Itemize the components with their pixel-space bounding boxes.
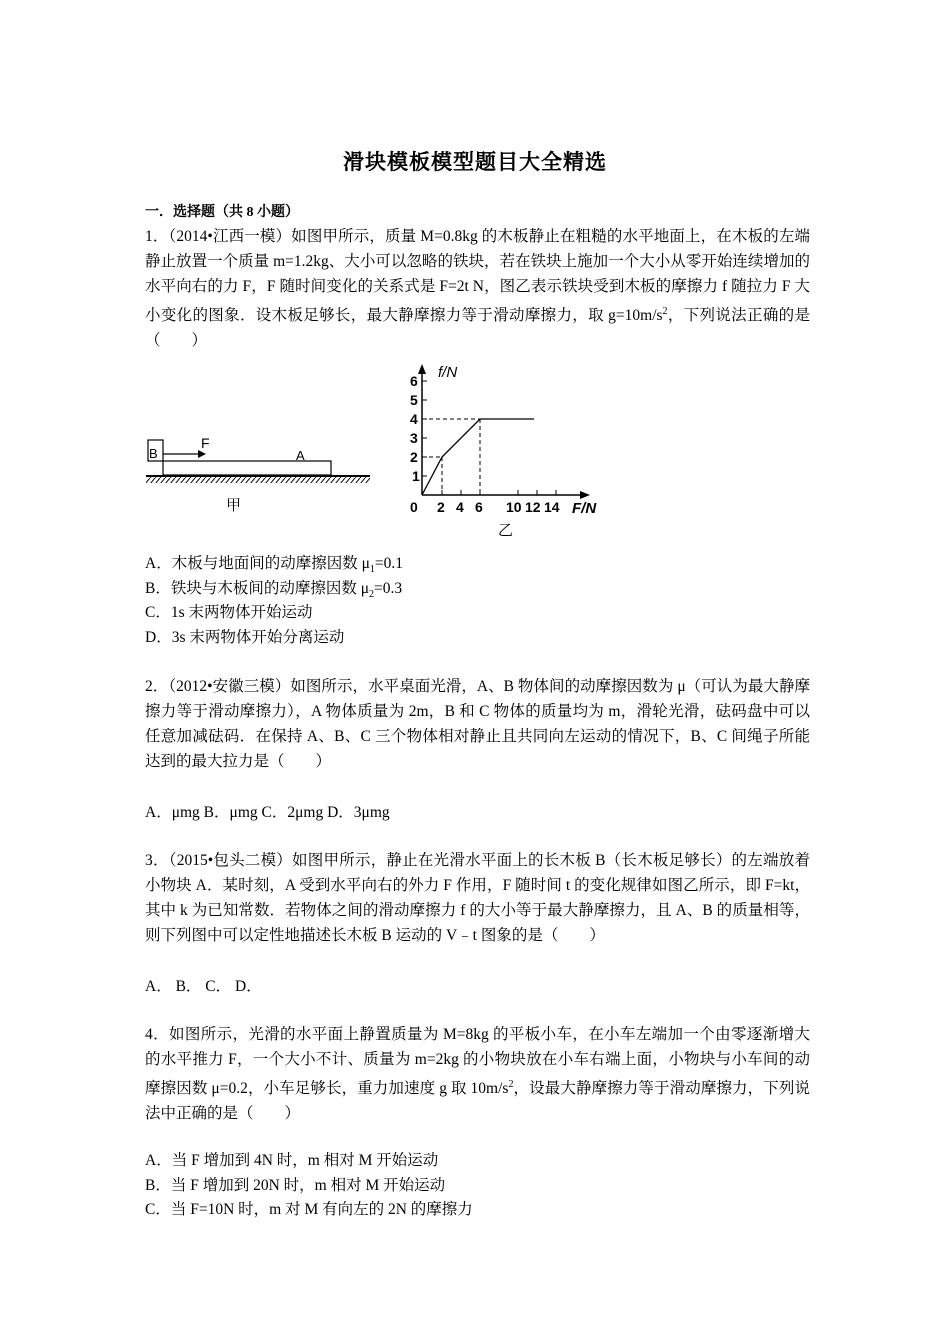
y-tick-6: 6	[410, 373, 418, 389]
q1-option-d: D．3s 末两物体开始分离运动	[145, 629, 345, 646]
q1-option-c: C．1s 末两物体开始运动	[145, 604, 313, 621]
x-tick-4: 4	[456, 499, 464, 515]
q1-figure-a	[140, 430, 380, 520]
question-4-text: 4．如图所示，光滑的水平面上静置质量为 M=8kg 的平板小车，在小车左端加一个由零逐渐增大的水平推力 F，一个大小不计、质量为 m=2kg 的小物块放在小车右端上面，小物块与小车间的动摩擦因数 μ=0.2，小车足够长，重力加速度 g 取 $10m/s^2$，设最大静摩擦力等于滑动摩擦力，下列说法中正确的是（ ）	[145, 1026, 810, 1123]
graph-y-label: f/N	[438, 364, 458, 381]
question-2-text: 2．（2012•安徽三模）如图所示，水平桌面光滑，A、B 物体间的动摩擦因数为 μ（可认为最大静摩擦力等于滑动摩擦力），A 物体质量为 2m，B 和 C 物体的质量均为 m，滑轮光滑，砝码盘中可以任意加减砝码．在保持 A、B、C 三个物体相对静止且共同向左运动的情况下，B、C 间绳子所能达到的最大拉力是（ ）	[145, 678, 810, 770]
force-f-label: F	[201, 435, 210, 451]
page-title: 滑块模板模型题目大全精选	[343, 150, 607, 174]
q1-option-a: A．木板与地面间的动摩擦因数 $\mu_1=0.1$	[145, 555, 404, 576]
figure-a-caption: 甲	[226, 497, 242, 514]
q2-options: A．μmg B．μmg C．2μmg D．3μmg	[145, 804, 390, 821]
q4-option-a: A．当 F 增加到 4N 时，m 相对 M 开始运动	[145, 1152, 439, 1169]
q1-option-b: B．铁块与木板间的动摩擦因数 $\mu_2=0.3$	[145, 580, 403, 601]
question-3-text: 3．（2015•包头二模）如图甲所示，静止在光滑水平面上的长木板 B（长木板足够长）的左端放着小物块 A．某时刻，A 受到水平向右的外力 F 作用，F 随时间 t 的变化规律如图乙所示，即 F=kt，其中 k 为已知常数．若物体之间的滑动摩擦力 f 的大小等于最大静摩擦力，且 A、B 的质量相等，则下列图中可以定性地描述长木板 B 运动的 V﹣t 图象的是（ ）	[145, 852, 810, 944]
question-1-text: 1．（2014•江西一模）如图甲所示，质量 M=0.8kg 的木板静止在粗糙的水平地面上，在木板的左端静止放置一个质量 m=1.2kg、大小可以忽略的铁块，若在铁块上施加一个大小从零开始连续增加的水平向右的力 F，F 随时间变化的关系式是 F=2t N，图乙表示铁块受到木板的摩擦力 f 随拉力 F 大小变化的图象．设木板足够长，最大静摩擦力等于滑动摩擦力，取 $g=10m/s^2$，下列说法正确的是（ ）	[145, 228, 810, 350]
x-tick-6: 6	[475, 499, 483, 515]
x-tick-2: 2	[437, 499, 445, 515]
board-a-label: A	[296, 448, 305, 463]
x-tick-0: 0	[410, 499, 418, 515]
section-heading: 一．选择题（共 8 小题）	[145, 205, 299, 220]
q1-figure-b-graph	[400, 360, 615, 540]
y-tick-1: 1	[412, 468, 420, 484]
x-tick-10: 10	[506, 499, 522, 515]
q4-option-b: B．当 F 增加到 20N 时，m 相对 M 开始运动	[145, 1177, 446, 1194]
q4-option-c: C．当 F=10N 时，m 对 M 有向左的 2N 的摩擦力	[145, 1201, 473, 1218]
q3-options: A． B． C． D．	[145, 978, 262, 995]
figure-b-caption: 乙	[498, 522, 514, 539]
y-tick-3: 3	[410, 430, 418, 446]
y-tick-2: 2	[410, 449, 418, 465]
x-tick-14: 14	[544, 499, 560, 515]
x-tick-12: 12	[525, 499, 541, 515]
y-tick-5: 5	[410, 392, 418, 408]
block-b-label: B	[149, 446, 158, 461]
y-tick-4: 4	[410, 411, 418, 427]
graph-x-label: F/N	[572, 500, 597, 517]
